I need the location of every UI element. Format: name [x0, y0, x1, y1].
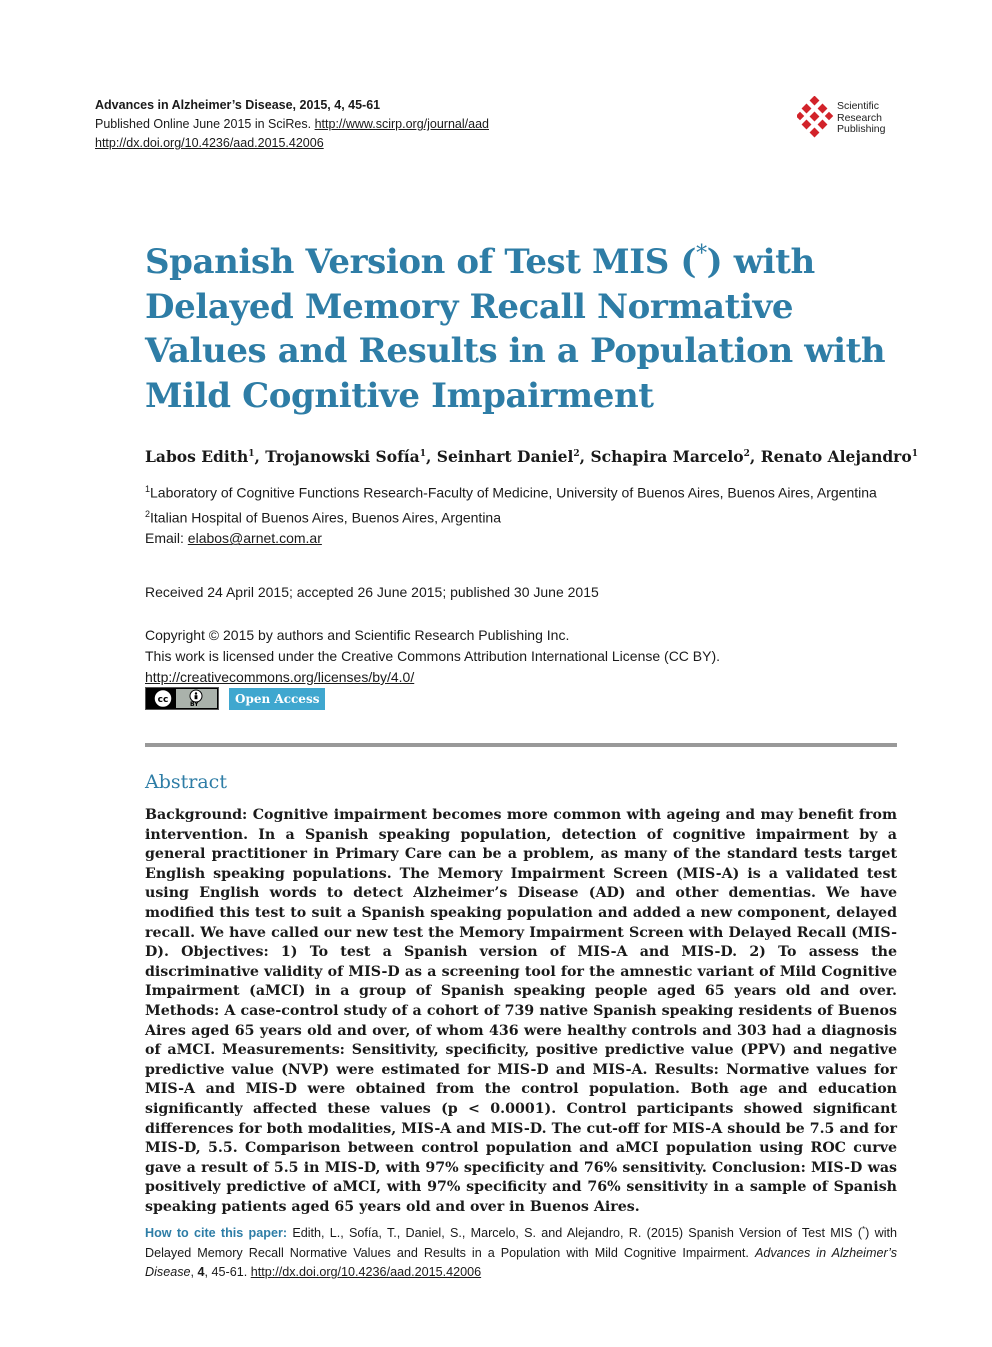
- published-online-line: [95, 115, 489, 134]
- cc-by-badge[interactable]: [145, 687, 219, 710]
- journal-header: [95, 96, 489, 153]
- section-divider: [145, 743, 897, 747]
- author-affiliation-mark: 2: [573, 448, 580, 459]
- email-link[interactable]: elabos@arnet.com.ar: [187, 530, 322, 547]
- affiliation-2: [145, 504, 905, 529]
- citation-separator: ,: [190, 1265, 198, 1280]
- publisher-name: [837, 101, 885, 136]
- affiliation-2-number: 2: [145, 508, 151, 519]
- citation-text-2: ) with Delayed Memory Recall Normative Values and Results in a Population with Mild Cognitive Impairment.: [145, 1226, 897, 1260]
- publisher-logo: [797, 96, 907, 142]
- citation-text-1: Edith, L., Sofía, T., Daniel, S., Marcelo, S. and Alejandro, R. (2015) Spanish Version of Test MIS (: [287, 1226, 863, 1241]
- scirp-logo-icon: [797, 96, 835, 142]
- author-affiliation-mark: 1: [248, 448, 255, 459]
- cc-by-label: BY: [190, 701, 199, 708]
- publisher-name-line3: Publishing: [837, 123, 886, 135]
- journal-citation-line: Advances in Alzheimer’s Disease, 2015, 4, 45-61: [95, 98, 381, 112]
- published-online-text: Published Online June 2015 in SciRes.: [95, 117, 315, 131]
- creative-commons-icon: [146, 688, 218, 709]
- author-name: Trojanowski Sofía: [265, 447, 420, 466]
- author-list: [145, 447, 918, 466]
- license-url-link[interactable]: http://creativecommons.org/licenses/by/4.0/: [145, 669, 415, 685]
- author-name: Labos Edith: [145, 447, 249, 466]
- affiliations: [145, 479, 905, 549]
- copyright-line: Copyright © 2015 by authors and Scientific Research Publishing Inc.: [145, 627, 570, 643]
- email-line: [145, 528, 905, 549]
- author-name: Seinhart Daniel: [436, 447, 574, 466]
- citation-journal: Advances in Alzheimer’s Disease: [145, 1245, 897, 1280]
- title-part1: Spanish Version of Test MIS (: [145, 242, 697, 282]
- email-label: Email:: [145, 530, 188, 547]
- doi-link[interactable]: http://dx.doi.org/10.4236/aad.2015.42006: [95, 136, 324, 150]
- publisher-name-line1: Scientific: [837, 100, 880, 112]
- how-to-cite: [145, 1220, 897, 1283]
- license-line: This work is licensed under the Creative Commons Attribution International License (CC BY).: [145, 648, 721, 664]
- affiliation-1-number: 1: [145, 484, 151, 494]
- author-affiliation-mark: 1: [419, 448, 426, 459]
- author-separator: ,: [749, 447, 761, 466]
- title-footnote-star: *: [696, 241, 707, 267]
- author-separator: ,: [254, 447, 266, 466]
- affiliation-1-text: Laboratory of Cognitive Functions Research-Faculty of Medicine, University of Buenos Aires, Buenos Aires, Argentina: [150, 484, 877, 501]
- paper-title: [145, 240, 905, 418]
- author-affiliation-mark: 1: [911, 448, 918, 459]
- author-separator: ,: [579, 447, 591, 466]
- open-access-badge[interactable]: Open Access: [229, 688, 325, 710]
- author-name: Schapira Marcelo: [590, 447, 744, 466]
- citation-doi-link[interactable]: http://dx.doi.org/10.4236/aad.2015.42006: [250, 1265, 482, 1280]
- author-name: Renato Alejandro: [760, 447, 912, 466]
- abstract-text: Background: Cognitive impairment becomes more common with ageing and may benefit from intervention. In a Spanish speaking population, detection of cognitive impairment by a general practitioner in Primary Care can be a problem, as many of the standard tests target English speaking populations. The Memory Impairment Screen (MIS-A) is a validated test using English words to detect Alzheimer’s Disease (AD) and other dementias. We have modified this test to suit a Spanish speaking population and added a new component, delayed recall. We have called our new test the Memory Impairment Screen with Delayed Recall (MIS-D). Objectives: 1) To test a Spanish version of MIS-A and MIS-D. 2) To assess the discriminative validity of MIS-D as a screening tool for the amnestic variant of Mild Cognitive Impairment (aMCI) in a group of Spanish speaking people aged 65 years old and over. Methods: A case-control study of a cohort of 739 native Spanish speaking residents of Buenos Aires aged 65 years old and over, of whom 436 were healthy controls and 303 had a diagnosis of aMCI. Measurements: Sensitivity, specificity, positive predictive value (PPV) and negative predictive value (NVP) were estimated for MIS-D and MIS-A. Results: Normative values for MIS-A and MIS-D were obtained from the control population. Both age and education significantly affected these values (p < 0.0001). Control participants showed significant differences for both modalities, MIS-A and MIS-D. The cut-off for MIS-A should be 7.5 and for MIS-D, 5.5. Comparison between control population and aMCI population using ROC curve gave a result of 5.5 in MIS-D, with 97% specificity and 76% sensitivity. Conclusion: MIS-D was positively predictive of aMCI, with 97% specificity and 76% sensitivity in a sample of Spanish speaking patients aged 65 years old and over in Buenos Aires.: [145, 807, 897, 1215]
- publisher-name-line2: Research: [837, 111, 882, 124]
- journal-url-link[interactable]: http://www.scirp.org/journal/aad: [314, 117, 489, 131]
- copyright-block: [145, 625, 720, 688]
- affiliation-2-text: Italian Hospital of Buenos Aires, Buenos Aires, Argentina: [150, 509, 502, 526]
- citation-footnote-star: *: [862, 1225, 866, 1234]
- citation-pages: , 45-61.: [204, 1265, 251, 1280]
- citation-volume: 4: [197, 1265, 205, 1280]
- affiliation-1: [145, 479, 905, 504]
- abstract-heading: Abstract: [145, 771, 227, 793]
- title-part2: ) with Delayed Memory Recall Normative Values and Results in a Population with Mild Cognitive Impairment: [145, 242, 886, 416]
- author-separator: ,: [425, 447, 437, 466]
- svg-text:cc: cc: [157, 695, 169, 705]
- author-affiliation-mark: 2: [743, 448, 750, 459]
- received-dates: Received 24 April 2015; accepted 26 June 2015; published 30 June 2015: [145, 584, 599, 600]
- how-to-cite-label: How to cite this paper:: [145, 1226, 288, 1241]
